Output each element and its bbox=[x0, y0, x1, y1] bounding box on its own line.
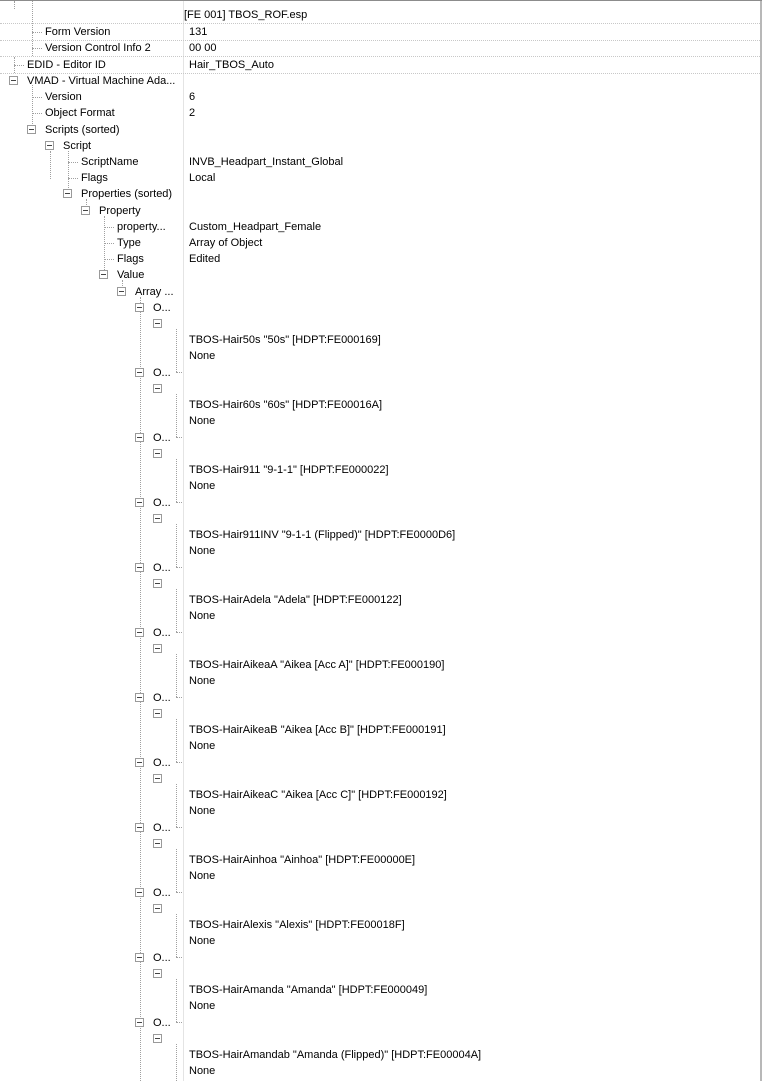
object-alias-row[interactable] bbox=[0, 803, 760, 819]
object-row[interactable] bbox=[0, 365, 760, 381]
object-label: O... bbox=[153, 1017, 171, 1029]
object-label: O... bbox=[153, 952, 171, 964]
object-row[interactable] bbox=[0, 430, 760, 446]
property-value-label: Value bbox=[117, 269, 145, 281]
object-form-value: TBOS-HairAikeaA "Aikea [Acc A]" [HDPT:FE000190] bbox=[189, 659, 445, 671]
object-row[interactable] bbox=[0, 755, 760, 771]
file-label: [FE 001] TBOS_ROF.esp bbox=[184, 9, 308, 21]
array-label: Array ... bbox=[135, 286, 174, 298]
object-alias-value: None bbox=[189, 610, 216, 622]
collapse-toggle-icon[interactable] bbox=[45, 141, 54, 150]
property-label: Property bbox=[99, 205, 141, 217]
object-label: O... bbox=[153, 887, 171, 899]
version-control-value: 00 00 bbox=[189, 42, 217, 54]
property-name-value: Custom_Headpart_Female bbox=[189, 221, 322, 233]
object-label: O... bbox=[153, 757, 171, 769]
object-union-row[interactable] bbox=[0, 901, 760, 917]
collapse-toggle-icon[interactable] bbox=[153, 969, 162, 978]
properties-label: Properties (sorted) bbox=[81, 188, 173, 200]
object-row[interactable] bbox=[0, 950, 760, 966]
object-form-row[interactable] bbox=[0, 1047, 760, 1063]
property-type-value: Array of Object bbox=[189, 237, 263, 249]
object-form-value: TBOS-Hair911INV "9-1-1 (Flipped)" [HDPT:FE0000D6] bbox=[189, 529, 456, 541]
object-format-label: Object Format bbox=[45, 107, 115, 119]
object-row[interactable] bbox=[0, 820, 760, 836]
property-row[interactable] bbox=[0, 203, 760, 219]
object-alias-value: None bbox=[189, 805, 216, 817]
collapse-toggle-icon[interactable] bbox=[153, 709, 162, 718]
collapse-toggle-icon[interactable] bbox=[135, 888, 144, 897]
collapse-toggle-icon[interactable] bbox=[153, 839, 162, 848]
properties-row[interactable] bbox=[0, 186, 760, 202]
editor-id-row[interactable] bbox=[0, 57, 760, 74]
object-alias-row[interactable] bbox=[0, 673, 760, 689]
collapse-toggle-icon[interactable] bbox=[81, 206, 90, 215]
object-form-row[interactable] bbox=[0, 852, 760, 868]
object-form-row[interactable] bbox=[0, 397, 760, 413]
file-header-row[interactable] bbox=[0, 7, 760, 24]
object-row[interactable] bbox=[0, 885, 760, 901]
object-form-value: TBOS-HairAikeaC "Aikea [Acc C]" [HDPT:FE000192] bbox=[189, 789, 447, 801]
object-union-row[interactable] bbox=[0, 316, 760, 332]
vmad-version-row[interactable] bbox=[0, 89, 760, 105]
object-label: O... bbox=[153, 497, 171, 509]
collapse-toggle-icon[interactable] bbox=[99, 270, 108, 279]
object-alias-row[interactable] bbox=[0, 738, 760, 754]
object-row[interactable] bbox=[0, 1015, 760, 1031]
script-label: Script bbox=[63, 140, 92, 152]
script-name-row[interactable] bbox=[0, 154, 760, 170]
object-form-row[interactable] bbox=[0, 592, 760, 608]
collapse-toggle-icon[interactable] bbox=[135, 953, 144, 962]
version-control-row[interactable] bbox=[0, 40, 760, 57]
object-label: O... bbox=[153, 562, 171, 574]
collapse-toggle-icon[interactable] bbox=[135, 1018, 144, 1027]
object-alias-value: None bbox=[189, 545, 216, 557]
form-version-row[interactable] bbox=[0, 24, 760, 41]
collapse-toggle-icon[interactable] bbox=[9, 76, 18, 85]
object-row[interactable] bbox=[0, 495, 760, 511]
property-flags-value: Edited bbox=[189, 253, 221, 265]
script-flags-value: Local bbox=[189, 172, 216, 184]
form-version-value: 131 bbox=[189, 26, 208, 38]
object-row[interactable] bbox=[0, 625, 760, 641]
object-alias-value: None bbox=[189, 415, 216, 427]
collapse-toggle-icon[interactable] bbox=[153, 514, 162, 523]
collapse-toggle-icon[interactable] bbox=[135, 758, 144, 767]
property-value-row[interactable] bbox=[0, 267, 760, 283]
script-row[interactable] bbox=[0, 138, 760, 154]
object-alias-value: None bbox=[189, 480, 216, 492]
object-row[interactable] bbox=[0, 690, 760, 706]
collapse-toggle-icon[interactable] bbox=[153, 774, 162, 783]
property-flags-row[interactable] bbox=[0, 251, 760, 267]
collapse-toggle-icon[interactable] bbox=[135, 823, 144, 832]
object-alias-value: None bbox=[189, 350, 216, 362]
object-alias-row[interactable] bbox=[0, 478, 760, 494]
editor-id-label: EDID - Editor ID bbox=[27, 59, 106, 71]
object-form-row[interactable] bbox=[0, 917, 760, 933]
object-form-row[interactable] bbox=[0, 982, 760, 998]
property-name-row[interactable] bbox=[0, 219, 760, 235]
property-flags-label: Flags bbox=[117, 253, 144, 265]
collapse-toggle-icon[interactable] bbox=[153, 1034, 162, 1043]
object-union-row[interactable] bbox=[0, 706, 760, 722]
object-form-value: TBOS-Hair60s "60s" [HDPT:FE00016A] bbox=[189, 399, 383, 411]
vmad-version-label: Version bbox=[45, 91, 82, 103]
collapse-toggle-icon[interactable] bbox=[153, 384, 162, 393]
object-union-row[interactable] bbox=[0, 381, 760, 397]
object-form-value: TBOS-Hair50s "50s" [HDPT:FE000169] bbox=[189, 334, 381, 346]
object-union-row[interactable] bbox=[0, 511, 760, 527]
object-format-row[interactable] bbox=[0, 105, 760, 121]
object-form-value: TBOS-HairAinhoa "Ainhoa" [HDPT:FE00000E] bbox=[189, 854, 416, 866]
collapse-toggle-icon[interactable] bbox=[117, 287, 126, 296]
collapse-toggle-icon[interactable] bbox=[135, 498, 144, 507]
collapse-toggle-icon[interactable] bbox=[135, 368, 144, 377]
collapse-toggle-icon[interactable] bbox=[135, 628, 144, 637]
object-form-value: TBOS-Hair911 "9-1-1" [HDPT:FE000022] bbox=[189, 464, 389, 476]
object-alias-row[interactable] bbox=[0, 348, 760, 364]
object-union-row[interactable] bbox=[0, 1031, 760, 1047]
object-form-row[interactable] bbox=[0, 527, 760, 543]
object-union-row[interactable] bbox=[0, 641, 760, 657]
object-alias-row[interactable] bbox=[0, 868, 760, 884]
object-alias-row[interactable] bbox=[0, 1063, 760, 1079]
object-union-row[interactable] bbox=[0, 966, 760, 982]
object-label: O... bbox=[153, 302, 171, 314]
object-alias-row[interactable] bbox=[0, 608, 760, 624]
version-control-label: Version Control Info 2 bbox=[45, 42, 151, 54]
collapse-toggle-icon[interactable] bbox=[153, 579, 162, 588]
property-name-label: property... bbox=[117, 221, 166, 233]
collapse-toggle-icon[interactable] bbox=[135, 693, 144, 702]
property-type-row[interactable] bbox=[0, 235, 760, 251]
script-name-label: ScriptName bbox=[81, 156, 139, 168]
object-label: O... bbox=[153, 367, 171, 379]
object-form-value: TBOS-HairAdela "Adela" [HDPT:FE000122] bbox=[189, 594, 402, 606]
object-alias-value: None bbox=[189, 935, 216, 947]
object-label: O... bbox=[153, 822, 171, 834]
property-type-label: Type bbox=[117, 237, 141, 249]
object-union-row[interactable] bbox=[0, 446, 760, 462]
object-alias-row[interactable] bbox=[0, 933, 760, 949]
object-alias-row[interactable] bbox=[0, 543, 760, 559]
object-label: O... bbox=[153, 432, 171, 444]
object-label: O... bbox=[153, 692, 171, 704]
object-form-row[interactable] bbox=[0, 462, 760, 478]
object-alias-row[interactable] bbox=[0, 998, 760, 1014]
object-union-row[interactable] bbox=[0, 836, 760, 852]
scripts-row[interactable] bbox=[0, 122, 760, 138]
object-row[interactable] bbox=[0, 560, 760, 576]
object-form-row[interactable] bbox=[0, 787, 760, 803]
vmad-label: VMAD - Virtual Machine Ada... bbox=[27, 75, 176, 87]
collapse-toggle-icon[interactable] bbox=[135, 563, 144, 572]
collapse-toggle-icon[interactable] bbox=[153, 904, 162, 913]
scripts-label: Scripts (sorted) bbox=[45, 124, 120, 136]
object-form-value: TBOS-HairAikeaB "Aikea [Acc B]" [HDPT:FE000191] bbox=[189, 724, 446, 736]
object-label: O... bbox=[153, 627, 171, 639]
object-form-row[interactable] bbox=[0, 657, 760, 673]
object-form-value: TBOS-HairAmandab "Amanda (Flipped)" [HDPT:FE00004A] bbox=[189, 1049, 482, 1061]
vmad-row[interactable] bbox=[0, 73, 760, 89]
script-flags-label: Flags bbox=[81, 172, 108, 184]
object-alias-value: None bbox=[189, 870, 216, 882]
collapse-toggle-icon[interactable] bbox=[27, 125, 36, 134]
collapse-toggle-icon[interactable] bbox=[153, 644, 162, 653]
collapse-toggle-icon[interactable] bbox=[153, 319, 162, 328]
collapse-toggle-icon[interactable] bbox=[153, 449, 162, 458]
object-alias-row[interactable] bbox=[0, 413, 760, 429]
object-form-row[interactable] bbox=[0, 722, 760, 738]
collapse-toggle-icon[interactable] bbox=[135, 303, 144, 312]
object-union-row[interactable] bbox=[0, 771, 760, 787]
object-form-value: TBOS-HairAlexis "Alexis" [HDPT:FE00018F] bbox=[189, 919, 405, 931]
collapse-toggle-icon[interactable] bbox=[63, 189, 72, 198]
object-alias-value: None bbox=[189, 740, 216, 752]
object-format-value: 2 bbox=[189, 107, 196, 119]
object-alias-value: None bbox=[189, 1065, 216, 1077]
object-alias-value: None bbox=[189, 675, 216, 687]
object-union-row[interactable] bbox=[0, 576, 760, 592]
vmad-version-value: 6 bbox=[189, 91, 196, 103]
script-name-value: INVB_Headpart_Instant_Global bbox=[189, 156, 344, 168]
collapse-toggle-icon[interactable] bbox=[135, 433, 144, 442]
editor-id-value: Hair_TBOS_Auto bbox=[189, 59, 274, 71]
object-row[interactable] bbox=[0, 300, 760, 316]
object-form-row[interactable] bbox=[0, 332, 760, 348]
object-alias-value: None bbox=[189, 1000, 216, 1012]
array-row[interactable] bbox=[0, 284, 760, 300]
form-version-label: Form Version bbox=[45, 26, 111, 38]
script-flags-row[interactable] bbox=[0, 170, 760, 186]
object-form-value: TBOS-HairAmanda "Amanda" [HDPT:FE000049] bbox=[189, 984, 428, 996]
